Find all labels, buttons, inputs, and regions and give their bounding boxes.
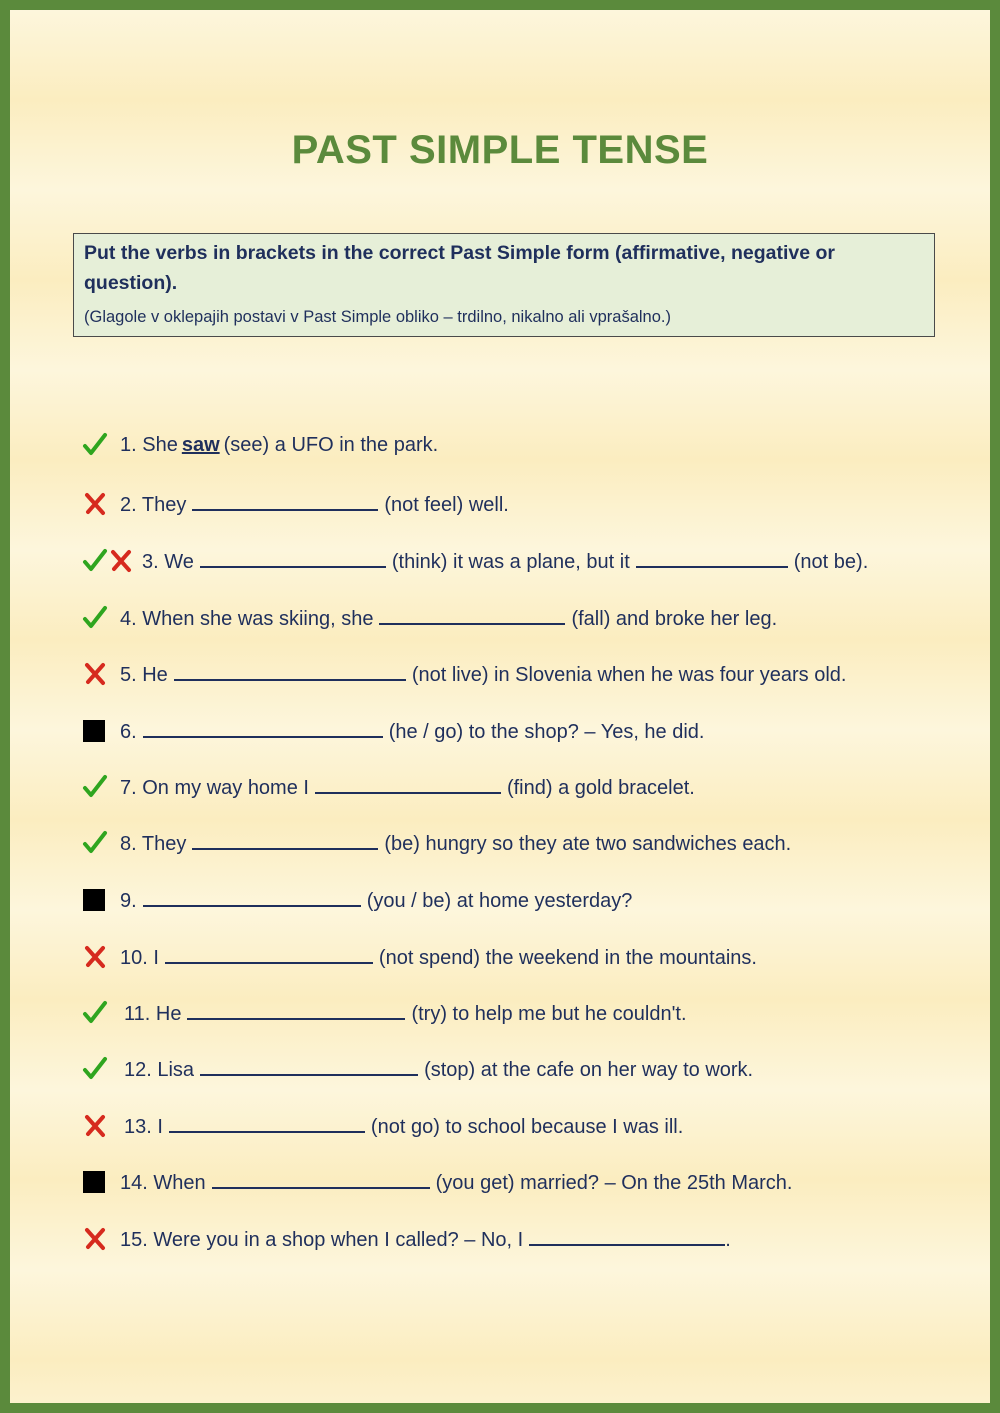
cross-icon: [82, 1113, 124, 1139]
exercise-item-11: [82, 995, 687, 1031]
exercise-item-5: [82, 656, 846, 692]
item-text-before: 14. When: [120, 1172, 206, 1194]
item-text-after: (not feel) well.: [384, 494, 509, 516]
item-text-after: (be) hungry so they ate two sandwiches each.: [384, 833, 792, 855]
answer-blank[interactable]: [529, 1226, 725, 1246]
exercise-item-9: [82, 882, 632, 918]
item-text-before: 2. They: [120, 494, 187, 516]
answer-blank[interactable]: [169, 1113, 365, 1133]
item-text-middle: (think) it was a plane, but it: [391, 551, 630, 573]
answer-blank[interactable]: [379, 605, 565, 625]
item-text-before: 8. They: [120, 833, 187, 855]
answer-blank[interactable]: [315, 774, 501, 794]
item-text-after: (you / be) at home yesterday?: [366, 890, 633, 912]
cross-icon: [82, 661, 120, 687]
instructions-box: [73, 233, 935, 337]
check-icon: [82, 1056, 124, 1082]
check-icon: [82, 1000, 124, 1026]
item-text-after: (try) to help me but he couldn't.: [411, 1003, 687, 1025]
exercise-item-6: [82, 713, 704, 749]
instructions-main: Put the verbs in brackets in the correct Past Simple form (affirmative, negative or question).: [84, 242, 835, 294]
answer-blank[interactable]: [212, 1169, 430, 1189]
exercise-item-8: [82, 825, 791, 861]
question-square-icon: [82, 719, 120, 743]
item-text-after: (not be).: [793, 551, 869, 573]
answer-blank[interactable]: [165, 944, 373, 964]
exercise-item-4: [82, 600, 777, 636]
item-text-before: 11. He: [124, 1003, 182, 1025]
answer-blank[interactable]: [187, 1000, 405, 1020]
item-text-before: 7. On my way home I: [120, 777, 309, 799]
item-text-after: (see) a UFO in the park.: [223, 433, 439, 456]
exercise-item-7: [82, 769, 695, 805]
exercise-item-15: [82, 1221, 731, 1257]
answer-blank[interactable]: [200, 548, 386, 568]
item-text-after: .: [725, 1229, 731, 1251]
exercise-item-13: [82, 1108, 683, 1144]
exercise-item-10: [82, 939, 757, 975]
page-title: PAST SIMPLE TENSE: [291, 128, 709, 172]
item-text-before: 3. We: [142, 551, 194, 573]
answer-blank[interactable]: [636, 548, 788, 568]
item-text-before: 6.: [120, 721, 137, 743]
item-text-after: (fall) and broke her leg.: [571, 608, 778, 630]
cross-icon: [82, 1226, 120, 1252]
exercise-item-2: [82, 486, 509, 522]
answer-blank[interactable]: [192, 830, 378, 850]
item-text-after: (find) a gold bracelet.: [506, 777, 695, 799]
cross-icon: [108, 548, 134, 574]
question-square-icon: [82, 888, 120, 912]
exercise-item-3: [82, 543, 868, 579]
check-icon: [82, 605, 120, 631]
item-text-before: 12. Lisa: [124, 1059, 195, 1081]
answer-blank[interactable]: [143, 887, 361, 907]
item-text-before: 4. When she was skiing, she: [120, 608, 374, 630]
exercise-item-12: [82, 1051, 753, 1087]
exercise-item-14: [82, 1164, 792, 1200]
worksheet-page: [10, 10, 990, 1403]
check-icon: [82, 548, 108, 574]
item-text-before: 9.: [120, 890, 137, 912]
cross-icon: [82, 491, 120, 517]
answer-blank[interactable]: [174, 661, 406, 681]
answer-text: saw: [181, 433, 220, 456]
item-text-after: (not go) to school because I was ill.: [370, 1116, 684, 1138]
check-icon: [82, 432, 120, 458]
exercise-item-1: [82, 427, 438, 463]
answer-blank[interactable]: [200, 1056, 418, 1076]
item-text-before: 5. He: [120, 664, 168, 686]
question-square-icon: [82, 1170, 120, 1194]
item-text-after: (stop) at the cafe on her way to work.: [424, 1059, 754, 1081]
cross-icon: [82, 944, 120, 970]
check-icon: [82, 774, 120, 800]
item-text-after: (not live) in Slovenia when he was four years old.: [411, 664, 847, 686]
item-text-after: (not spend) the weekend in the mountains.: [378, 947, 757, 969]
item-text-before: 13. I: [124, 1116, 163, 1138]
item-text-before: 15. Were you in a shop when I called? – No, I: [120, 1229, 524, 1251]
instructions-translation: (Glagole v oklepajih postavi v Past Simple obliko – trdilno, nikalno ali vprašalno.): [84, 308, 671, 326]
check-icon: [82, 830, 120, 856]
answer-blank[interactable]: [192, 491, 378, 511]
answer-blank[interactable]: [143, 718, 383, 738]
item-text-before: 1. She: [120, 433, 178, 456]
item-text-after: (you get) married? – On the 25th March.: [435, 1172, 793, 1194]
item-text-before: 10. I: [120, 947, 159, 969]
item-text-after: (he / go) to the shop? – Yes, he did.: [388, 721, 705, 743]
